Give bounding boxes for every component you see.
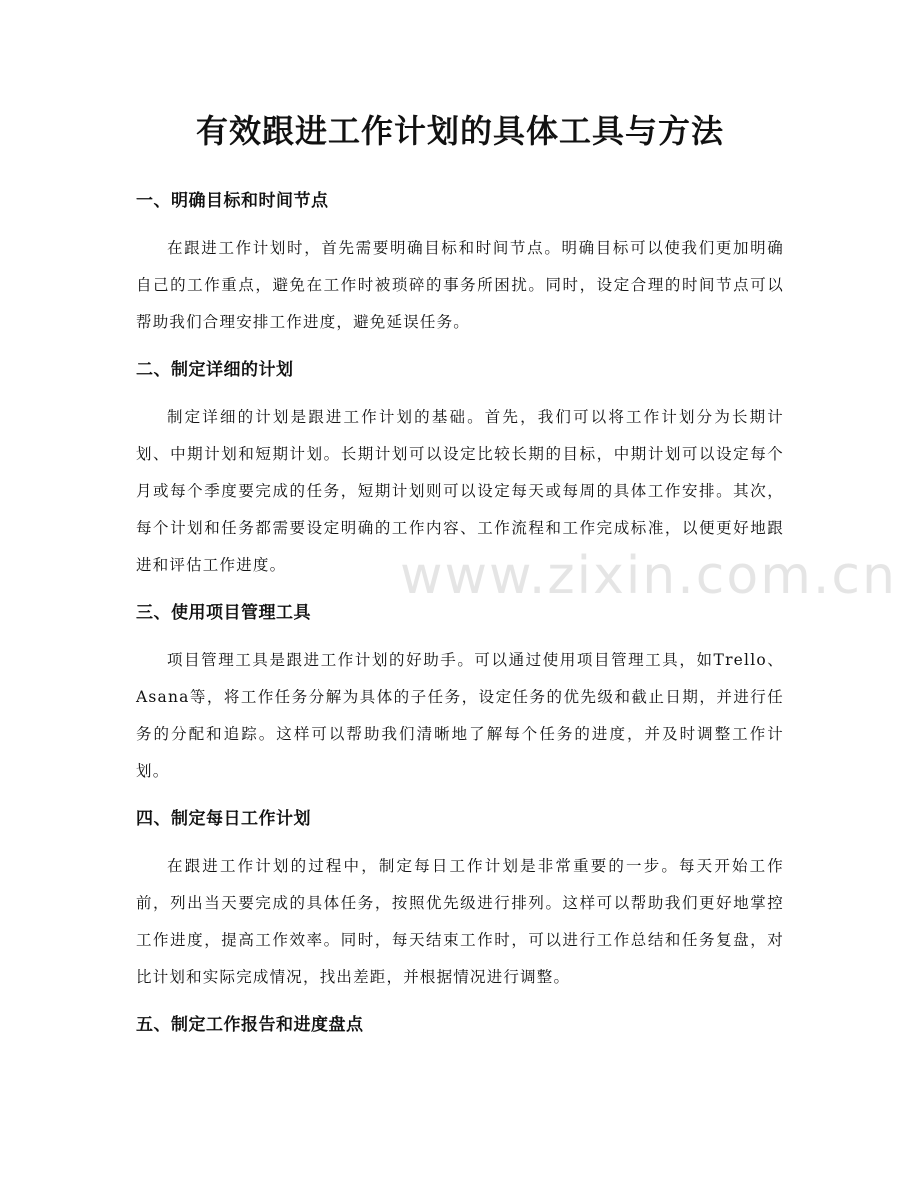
section-heading: 四、制定每日工作计划 xyxy=(136,809,311,829)
section-paragraph: 在跟进工作计划的过程中，制定每日工作计划是非常重要的一步。每天开始工作前，列出当天要完成的具体任务，按照优先级进行排列。这样可以帮助我们更好地掌控工作进度，提高工作效率。同时，每天结束工作时，可以进行工作总结和任务复盘，对比计划和实际完成情况，找出差距，并根据情况进行调整。 xyxy=(136,857,784,986)
section-4 xyxy=(136,802,784,996)
watermark-text: www.zixin.com.cn xyxy=(400,546,897,606)
section-2 xyxy=(136,353,784,584)
section-paragraph: 项目管理工具是跟进工作计划的好助手。可以通过使用项目管理工具，如Trello、Asana等，将工作任务分解为具体的子任务，设定任务的优先级和截止日期，并进行任务的分配和追踪。这样可以帮助我们清晰地了解每个任务的进度，并及时调整工作计划。 xyxy=(136,651,784,780)
page-title: 有效跟进工作计划的具体工具与方法 xyxy=(195,112,724,150)
section-heading: 一、明确目标和时间节点 xyxy=(136,191,329,211)
section-heading: 三、使用项目管理工具 xyxy=(136,603,311,623)
section-heading: 五、制定工作报告和进度盘点 xyxy=(136,1015,364,1035)
section-1 xyxy=(136,184,784,341)
section-5 xyxy=(136,1008,784,1042)
document-body xyxy=(136,184,784,1054)
section-paragraph: 在跟进工作计划时，首先需要明确目标和时间节点。明确目标可以使我们更加明确自己的工作重点，避免在工作时被琐碎的事务所困扰。同时，设定合理的时间节点可以帮助我们合理安排工作进度，避免延误任务。 xyxy=(136,239,784,331)
section-heading: 二、制定详细的计划 xyxy=(136,360,294,380)
section-3 xyxy=(136,596,784,790)
section-paragraph: 制定详细的计划是跟进工作计划的基础。首先，我们可以将工作计划分为长期计划、中期计划和短期计划。长期计划可以设定比较长期的目标，中期计划可以设定每个月或每个季度要完成的任务，短期计划则可以设定每天或每周的具体工作安排。其次，每个计划和任务都需要设定明确的工作内容、工作流程和工作完成标准，以便更好地跟进和评估工作进度。 xyxy=(136,408,784,574)
